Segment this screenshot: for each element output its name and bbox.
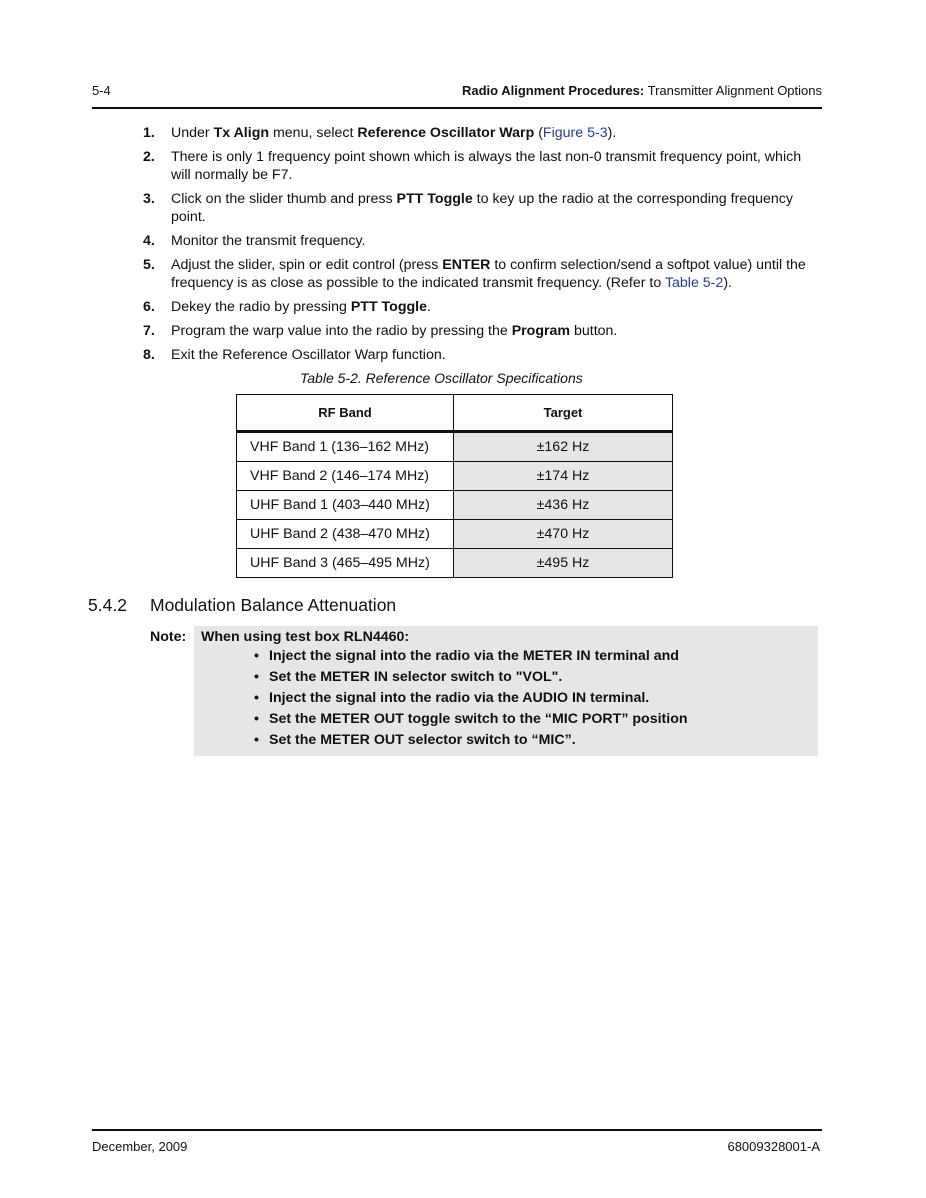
step-number: 2. bbox=[143, 149, 155, 165]
step-item bbox=[143, 298, 823, 316]
note-bullet: • Inject the signal into the radio via the AUDIO IN terminal. bbox=[254, 689, 688, 710]
procedure-steps bbox=[143, 124, 823, 370]
step-text: ( bbox=[534, 125, 543, 141]
step-text: Dekey the radio by pressing bbox=[171, 299, 351, 315]
table-row bbox=[237, 549, 673, 578]
header-title-bold: Radio Alignment Procedures: bbox=[461, 83, 645, 98]
header-title bbox=[462, 83, 822, 98]
table-row bbox=[237, 462, 673, 491]
step-number: 6. bbox=[143, 299, 155, 315]
target-cell: ±495 Hz bbox=[454, 549, 673, 578]
step-text: PTT Toggle bbox=[396, 191, 473, 207]
step-text: Program bbox=[511, 323, 571, 339]
step-item bbox=[143, 346, 823, 364]
page-header bbox=[92, 82, 822, 102]
rf-band-cell: UHF Band 1 (403–440 MHz) bbox=[237, 491, 454, 520]
step-number: 8. bbox=[143, 347, 155, 363]
rf-band-cell: UHF Band 3 (465–495 MHz) bbox=[237, 549, 454, 578]
table-row bbox=[237, 491, 673, 520]
step-text: Reference Oscillator Warp bbox=[357, 125, 535, 141]
note-bullet: • Set the METER OUT selector switch to “MIC”. bbox=[254, 731, 688, 752]
step-number: 5. bbox=[143, 257, 155, 273]
section-heading bbox=[88, 595, 396, 616]
target-cell: ±174 Hz bbox=[454, 462, 673, 491]
step-item bbox=[143, 232, 823, 250]
note-label: Note: bbox=[150, 629, 187, 645]
header-title-rest: Transmitter Alignment Options bbox=[644, 83, 822, 98]
footer-doc-number: 68009328001-A bbox=[727, 1139, 820, 1154]
column-header-rf-band: RF Band bbox=[237, 395, 454, 432]
target-cell: ±470 Hz bbox=[454, 520, 673, 549]
step-text: ). bbox=[723, 275, 732, 291]
step-item bbox=[143, 190, 823, 226]
header-rule bbox=[92, 107, 822, 109]
step-text: ENTER bbox=[442, 257, 491, 273]
table-caption: Table 5-2. Reference Oscillator Specifications bbox=[300, 370, 583, 386]
note-title: When using test box RLN4460: bbox=[201, 629, 410, 645]
note-bullet: • Set the METER OUT toggle switch to the “MIC PORT” position bbox=[254, 710, 688, 731]
rf-band-cell: VHF Band 2 (146–174 MHz) bbox=[237, 462, 454, 491]
step-text: to key up the radio at the corresponding frequency point. bbox=[171, 191, 793, 225]
step-item bbox=[143, 256, 823, 292]
rf-band-cell: UHF Band 2 (438–470 MHz) bbox=[237, 520, 454, 549]
step-text: There is only 1 frequency point shown which is always the last non-0 transmit frequency point, which will normally be F7. bbox=[171, 149, 802, 183]
step-text: PTT Toggle bbox=[350, 299, 427, 315]
section-number: 5.4.2 bbox=[88, 595, 127, 615]
step-number: 4. bbox=[143, 233, 155, 249]
cross-reference-link[interactable]: Table 5-2 bbox=[664, 275, 724, 291]
note-bullet-list bbox=[254, 647, 688, 752]
step-item bbox=[143, 322, 823, 340]
step-item bbox=[143, 148, 823, 184]
footer-rule bbox=[92, 1129, 822, 1131]
target-cell: ±162 Hz bbox=[454, 432, 673, 462]
footer-date: December, 2009 bbox=[92, 1139, 188, 1154]
table-row bbox=[237, 520, 673, 549]
step-text: ). bbox=[607, 125, 617, 141]
step-text: Adjust the slider, spin or edit control (press bbox=[171, 257, 443, 273]
note-bullet: • Inject the signal into the radio via the METER IN terminal and bbox=[254, 647, 688, 668]
target-cell: ±436 Hz bbox=[454, 491, 673, 520]
step-number: 3. bbox=[143, 191, 155, 207]
page-number: 5-4 bbox=[92, 83, 111, 98]
step-text: Click on the slider thumb and press bbox=[171, 191, 397, 207]
step-text: . bbox=[427, 299, 431, 315]
table-row bbox=[237, 432, 673, 462]
step-text: Exit the Reference Oscillator Warp function. bbox=[171, 347, 446, 363]
column-header-target: Target bbox=[454, 395, 673, 432]
step-text: Tx Align bbox=[213, 125, 270, 141]
step-text: Under bbox=[171, 125, 214, 141]
step-number: 1. bbox=[143, 125, 155, 141]
step-text: Program the warp value into the radio by pressing the bbox=[171, 323, 512, 339]
table-header-row bbox=[237, 395, 673, 432]
step-text: button. bbox=[570, 323, 618, 339]
step-text: menu, select bbox=[269, 125, 358, 141]
step-text: to confirm selection/send a softpot value) until the frequency is as close as possible to the indicated transmit frequency. (Refer to bbox=[171, 257, 806, 291]
note-bullet: • Set the METER IN selector switch to "VOL". bbox=[254, 668, 688, 689]
step-number: 7. bbox=[143, 323, 155, 339]
cross-reference-link[interactable]: Figure 5-3 bbox=[542, 125, 608, 141]
reference-oscillator-table bbox=[236, 394, 673, 578]
note-box bbox=[194, 626, 818, 756]
step-item bbox=[143, 124, 823, 142]
section-title: Modulation Balance Attenuation bbox=[150, 595, 397, 615]
step-text: Monitor the transmit frequency. bbox=[171, 233, 366, 249]
rf-band-cell: VHF Band 1 (136–162 MHz) bbox=[237, 432, 454, 462]
